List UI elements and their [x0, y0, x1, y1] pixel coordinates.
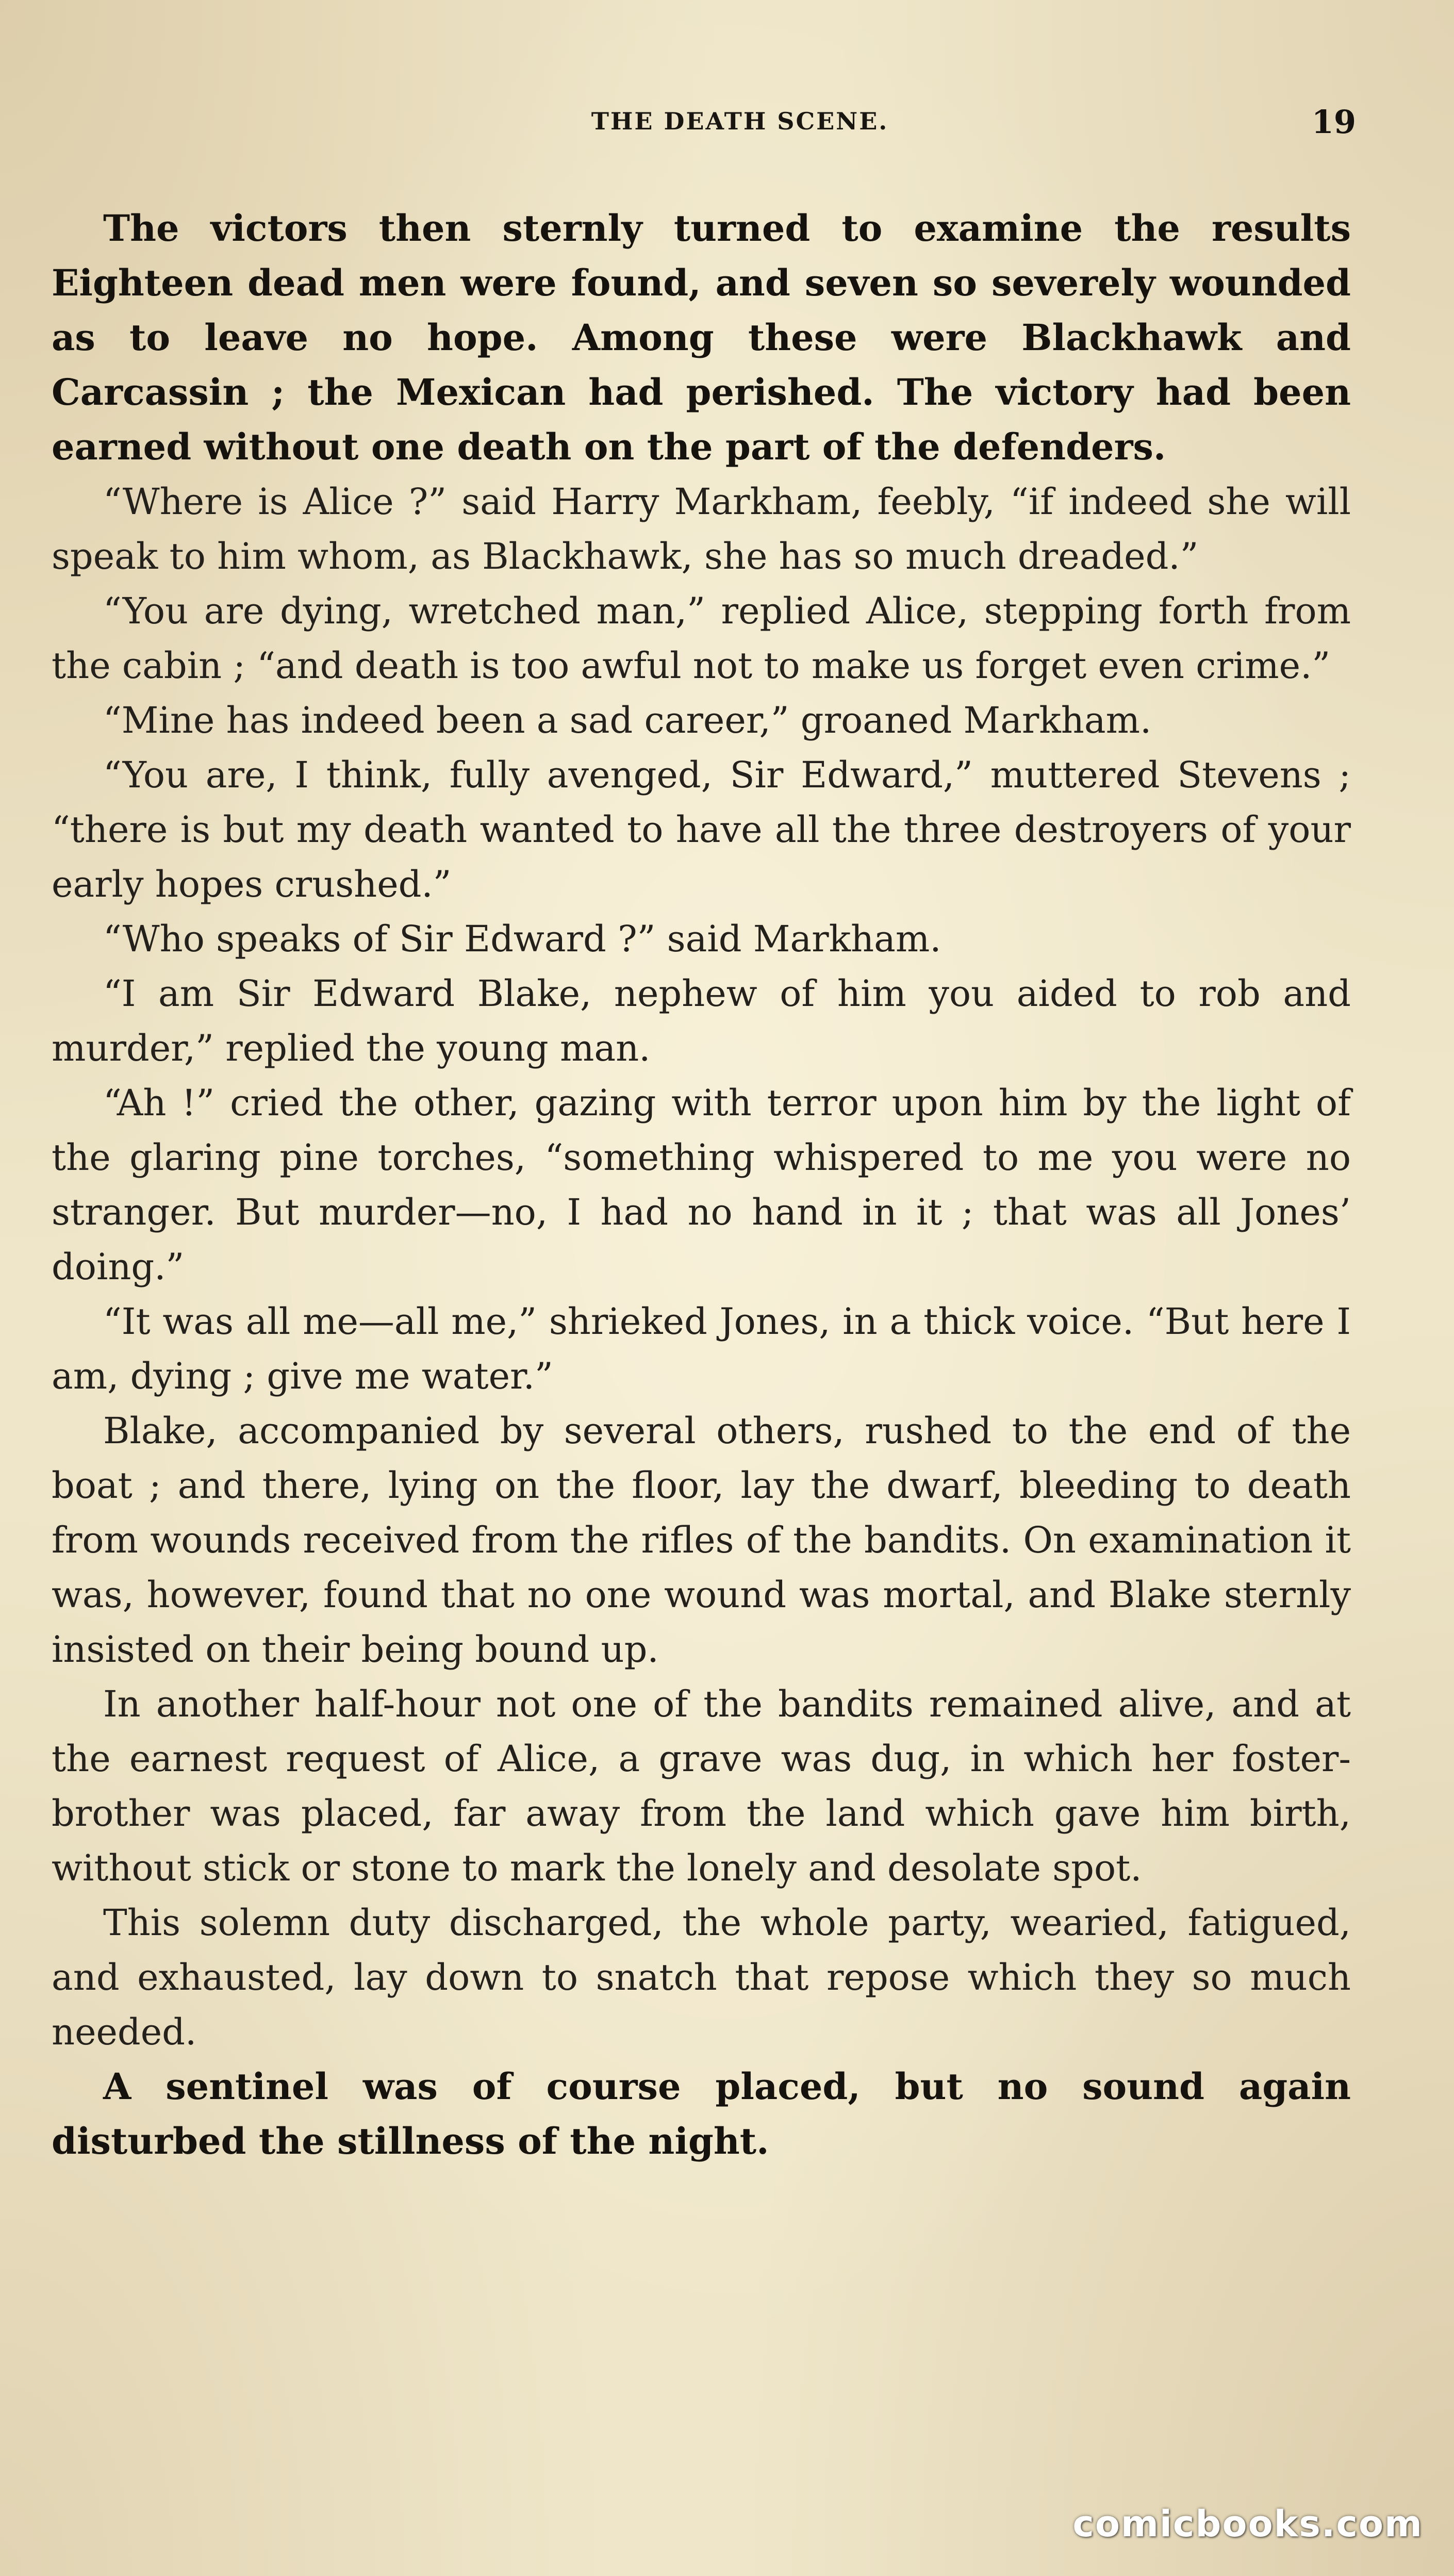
paragraph: “Who speaks of Sir Edward ?” said Markham. — [103, 918, 941, 960]
paragraph: Blake, accompanied by several others, rushed to the end of the boat ; and there, lying on the floor, lay the dwarf, bleeding to death from wounds received from the rifles of the bandits. On examination it was, however, found that no one wound was mortal, and Blake sternly insisted on their being bound up. — [52, 1410, 1351, 1671]
watermark: comicbooks.com — [1072, 2503, 1423, 2545]
paragraph: “I am Sir Edward Blake, nephew of him you aided to rob and murder,” replied the young man. — [52, 972, 1351, 1069]
paragraph: “Ah !” cried the other, gazing with terror upon him by the light of the glaring pine torches, “something whispered to me you were no stranger. But murder—no, I had no hand in it ; that was all Jones’ doing.” — [52, 1082, 1351, 1288]
paragraph: A sentinel was of course placed, but no sound again disturbed the stillness of the night. — [52, 2065, 1351, 2162]
body-text — [52, 201, 1351, 2169]
paragraph: “Where is Alice ?” said Harry Markham, feebly, “if indeed she will speak to him whom, as Blackhawk, she has so much dreaded.” — [52, 481, 1351, 577]
page-header — [124, 103, 1356, 144]
running-head: THE DEATH SCENE. — [591, 107, 889, 135]
paragraph: The victors then sternly turned to examine the results Eighteen dead men were found, and seven so severely wounded as to leave no hope. Among these were Blackhawk and Carcassin ; the Mexican had perished. The victory had been earned without one death on the part of the defenders. — [52, 207, 1351, 468]
paragraph: “Mine has indeed been a sad career,” groaned Markham. — [103, 699, 1152, 741]
paragraph: “You are, I think, fully avenged, Sir Edward,” muttered Stevens ; “there is but my death wanted to have all the three destroyers of your early hopes crushed.” — [52, 754, 1351, 905]
paragraph: “It was all me—all me,” shrieked Jones, in a thick voice. “But here I am, dying ; give me water.” — [52, 1300, 1351, 1397]
paragraph: “You are dying, wretched man,” replied Alice, stepping forth from the cabin ; “and death is too awful not to make us forget even crime.” — [52, 590, 1351, 687]
paragraph: In another half-hour not one of the bandits remained alive, and at the earnest request of Alice, a grave was dug, in which her foster-brother was placed, far away from the land which gave him birth, without stick or stone to mark the lonely and desolate spot. — [52, 1683, 1351, 1889]
paragraph: This solemn duty discharged, the whole party, wearied, fatigued, and exhausted, lay down to snatch that repose which they so much needed. — [52, 1902, 1351, 2053]
page-number: 19 — [1311, 103, 1356, 141]
